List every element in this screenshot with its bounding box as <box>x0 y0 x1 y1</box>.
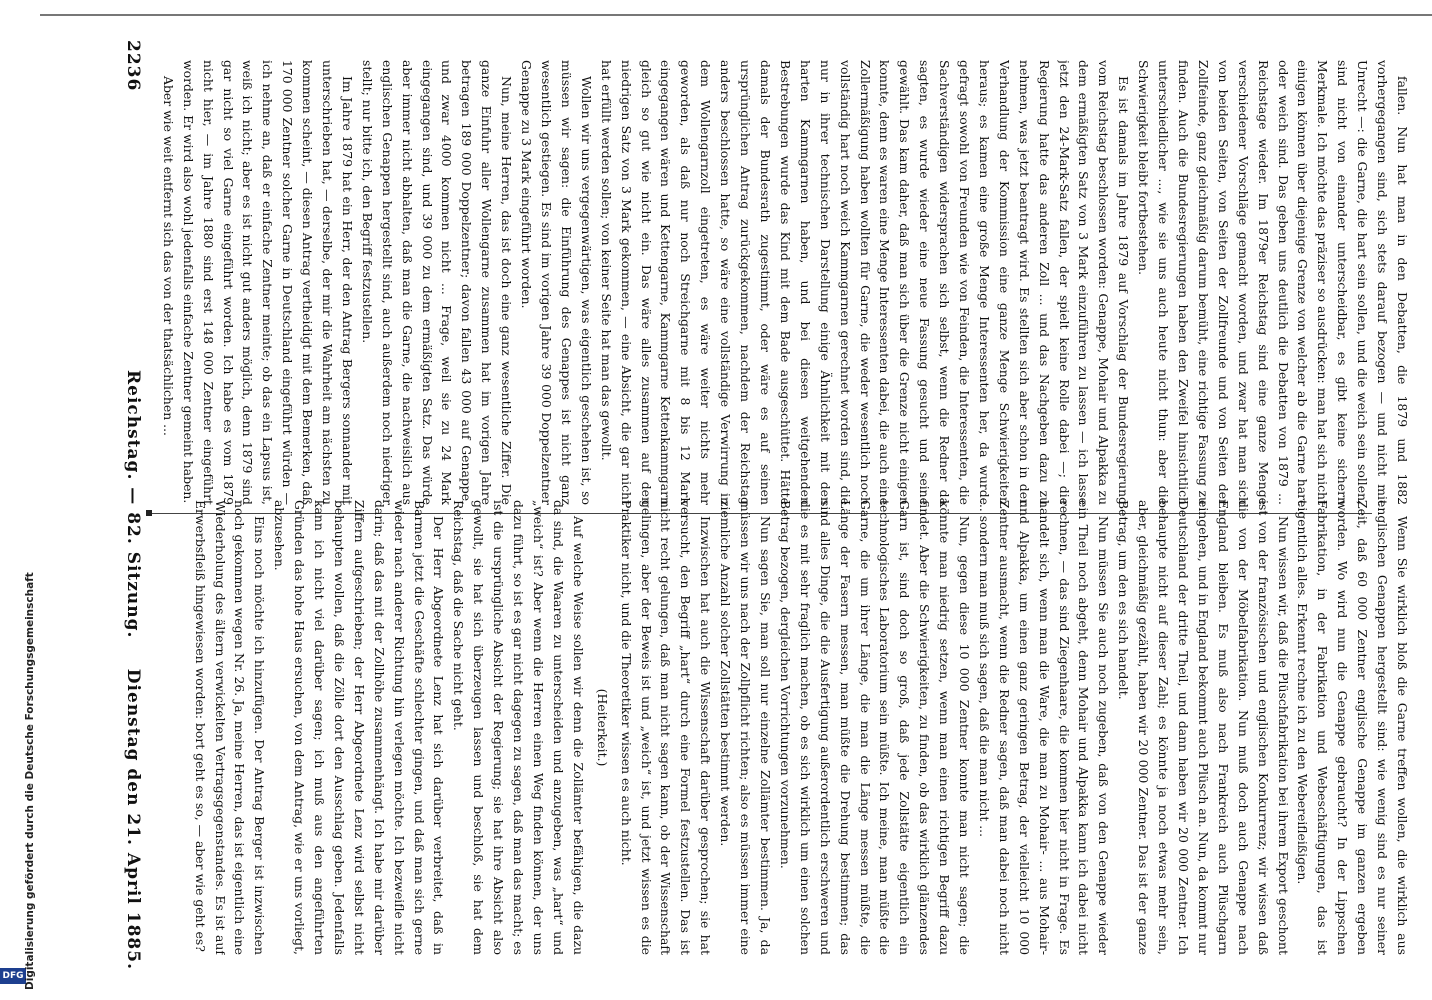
paragraph: Der Herr Abgeordnete Lenz hat sich darüber verbreitet, daß in Barmen jetzt die Geschäfte schlechter gingen, und daß man sich gerne wieder nach anderer Richtung hin verlegen möchte. Ich bezweifle nicht darin; daß das mit der Zollhöhe zusammenhängt. Ich habe mir darüber Ziffern aufgeschrieben; der Herr Abgeordnete Lenz wird selbst nicht behaupten wollen, daß die Zölle dort den Ausschlag geben. Jedenfalls kann ich nicht viel darüber sagen; ich muß aus den angeführten Gründen das hohe Haus ersuchen, von dem Antrag, wie er uns vorliegt, abzusehen. <box>272 500 447 955</box>
text-column-right <box>147 500 1412 955</box>
paragraph: Auf welche Weise sollen wir denn die Zollämter befähigen, die dazu da sind, die Waaren zu unterscheiden und anzugeben, was „hart“ und „weich“ ist? Aber wenn die Herren einen Weg finden können, der uns dazu führt, so ist es gar nicht dagegen zu sagen, daß man das macht; es ist die ursprüngliche Absicht der Regierung; sie hat ihre Absicht also gewollt, sie hat sich überzeugen lassen und beschloß, sie hat dem Reichstag, daß die Sache nicht geht. <box>451 500 586 955</box>
margin-rule <box>0 14 1432 16</box>
dfg-logo: DFG <box>0 968 26 984</box>
paragraph: Nun, meine Herren, das ist doch eine ganz wesentliche Ziffer. Die ganze Einfuhr aller Wollengarne zusammen hat im vorigen Jahre betragen 189 000 Doppelzentner; davon fallen 43 000 auf Genappe, und zwar 4000 kommen nicht ... Frage, weil sie zu 24 Mark eingegangen sind, und 39 000 zu dem ermäßigten Satz. Das würde aber immer nicht abhalten, daß man die Garne, die nachweislich aus englischen Genappen hergestellt sind, auch außerdem noch niedriger stellt; nur bitte ich, den Begriff festzustellen. <box>359 60 515 505</box>
header-title: Reichstag. — 82. Sitzung. <box>123 370 143 639</box>
paragraph: Nun müssen Sie auch noch zugeben, daß von den Genappe wieder ein Theil noch abgeht, denn Mohair und Alpakka kann ich dabei nicht rechnen, — das sind Ziegenhaare, die kommen hier nicht in Frage. Es handelt sich, wenn man die Ware, die man zu Mohair- ... aus Mohair- und Alpakka, um einen ganz geringen Betrag, der vielleicht 10 000 Zentner ausmacht, wenn die Redner sagen, daß man dabei noch nicht ... sondern man muß sich sagen, daß die man nicht ... <box>976 500 1112 955</box>
digitization-sidebar <box>0 0 40 1000</box>
page-header <box>117 40 143 970</box>
paragraph: Nun wissen wir, daß die Plüschfabrikation bei ihrem Export geschont ist von der französischen und englischen Konkurrenz; wir wissen daß die von der Möbelfabrikation. Nun muß doch auch Genappe nach England bleiben. Es muß also nach Frankreich auch Plüschgarn eingehen, und in England bekommt auch Plüsch an. Nun, da kommt nur Deutschland der dritte Theil, und dann haben wir 20 000 Zentner. Ich behaupte nicht auf dieser Zahl; es könnte ja noch etwas mehr sein, aber, gleichmäßig gezählt, haben wir 20 000 Zentner. Das ist der ganze Betrag, um den es sich handelt. <box>1116 500 1291 955</box>
page-number: 2236 <box>123 40 143 92</box>
paragraph: Nun, gegen diese 10 000 Zentner konnte man nicht sagen; die könnte man niedrig setzen, wenn man einen richtigen Begriff dazu findet. Aber die Schwierigkeiten, zu finden, ob das wirklich glänzendes Garn ist, sind doch so groß, daß jede Zollstätte eigentlich ein technologisches Laboratorium sein müßte. Ich meine, man müßte die Garne, die um ihrer Länge, die man die Länge messen müßte, die Länge der Fasern messen, man müßte die Drehung bestimmen; das sind alles Dinge, die die Ausfertigung außerordentlich erschweren und die es mit sehr fraglich machen, ob es sich wirklich um einen solchen Betrag bezogen, dergleichen Vorrichtungen vorzunehmen. <box>777 500 973 955</box>
text-column-left <box>147 60 1412 505</box>
paragraph: Wenn Sie wirklich bloß die Garne treffen wollen, die wirklich aus englischen Genappen hergestellt sind: wie wenig sind es nur seiner Zeit, daß 60 000 Zentner englische Genappe im ganzen ergeben worden. Wo wird nun die Genappe gebraucht? In der Lippschen Fabrikation, in der Fabrikation und Webeschäftigungen, das ist eigentlich alles. Erkennt rechne ich zu den Webereifleißigen. <box>1295 500 1410 955</box>
paragraph: Aber wie weit entfernt sich das von der thatsächlichen ... <box>160 76 176 436</box>
paragraph: Nun sagen Sie, man soll nur einzelne Zollämter bestimmen. Ja, da müssen wir uns nach der Zollpflicht richten; also es müssen immer eine ziemliche Anzahl solcher Zollstätten bestimmt werden. <box>718 500 773 955</box>
stage-direction: (Heiterkeit.) <box>594 688 610 767</box>
paragraph: Inzwischen hat auch die Wissenschaft darüber gesprochen; sie hat versucht, den Begriff „hart“ durch eine Formel festzustellen. Das ist nicht recht gelungen, daß man nicht sagen kann, ob der Wissenschaft gelingen, aber der Beweis ist und „weich“ ist, und jetzt wissen es die Praktiker nicht, und die Theoretiker wissen es auch nicht. <box>618 500 714 955</box>
paragraph: Es ist damals im Jahre 1879 auf Vorschlag der Bundesregierung vom Reichstag beschlossen worden: Genappe, Mohair und Alpakka zu dem ermäßigten Satz von 3 Mark einzuführen zu lassen — ich lasse jetzt den 24-Mark-Satz fallen, der spielt keine Rolle dabei —; die Regierung hatte das anderen Zoll ... und das Nachgeben dazu zu nehmen, was jetzt beantragt wird. Es stellten sich aber schon in der Verhandlung der Kommission eine ganze Menge Schwierigkeiten heraus; es kamen eine große Menge Interessenten her, da wurde gefragt sowohl von Freunden wie von Feinden, die Interessenten, die Sachverständigen widersprachen sich selbst, wenn die Redner da sagten, es wurde wieder eine neue Fassung gesucht und seine gewählt. Das kam daher, daß man sich über die Grenze nicht einigen konnte, denn es waren eine Menge Interessenten dabei, die auch eine Zollermäßigung haben wollten für Garne, die weder wesentlich noch vollständig hart noch weich Kammgarnen gerechnet worden sind, die nur in ihrer technischen Darstellung einige Ähnlichkeit mit den harten Kammgarnen haben, und bei diesen weitgehenden Bestrebungen wurde das Kind mit dem Bade ausgeschüttet. Hätte damals der Bundesrath zugestimmt, oder wäre es auf seinen ursprünglichen Antrag zurückgekommen, nachdem der Reichstag anders beschlossen hatte, so wäre eine vollständige Verwirrung in dem Wollengarnzoll eingetreten, es wäre weiter nichts mehr geworden, als daß nur noch Streichgarne mit 8 bis 12 Mark eingegangen wären und Kettengarne, Kammgarne Kettenkammgarn gleich so gut wie nicht ein. Das wäre alles zusammen auf den niedrigen Satz von 3 Mark gekommen, — eine Absicht, die gar nicht hat erfüllt werden sollen; von keiner Seite hat man das gewollt. <box>598 60 1132 505</box>
paragraph: Wollen wir uns vergegenwärtigen, was eigentlich geschehen ist, so müssen wir sagen: die Einführung des Genappes ist nicht ganz wesentlich gestiegen. Es sind im vorigen Jahre 39 000 Doppelzentner Genappe zu 3 Mark eingeführt worden. <box>519 60 594 505</box>
digitization-credit: Digitalisierung gefördert durch die Deutsche Forschungsgemeinschaft <box>24 572 36 990</box>
paragraph: fallen. Nun hat man in den Debatten, die 1879 und 1882 vorhergegangen sind, sich stets darauf bezogen — und nicht mit Unrecht —: die Garne, die hart sein sollen, und die weich sein sollen, sind nicht von einander unterscheidbar, es gibt keine sichern Merkmale. Ich möchte das präziser so ausdrücken: man hat sich nicht einigen können über diejenige Grenze von welcher ab die Garne hart oder weich sind. Das geben uns deutlich die Debatten von 1879 ... Reichstage wieder. Im 1879er Reichstag sind eine ganze Menge verschiedener Vorschläge gemacht worden, und zwar hat man sich von beiden Seiten, von Seiten der Zollfreunde und von Seiten der Zollfeinde, ganz gleichmäßig darum bemüht, eine richtige Fassung zu finden. Auch die Bundesregierungen haben den Zweifel hinsichtlich unterschiedlicher ..., wie sie uns auch heute nicht thun: aber die Schwierigkeit bleibt fortbestehen. <box>1136 60 1410 505</box>
paragraph: Eins noch möchte ich hinzufügen. Der Antrag Berger ist inzwischen noch gekommen wegen Nr. 26. Ja, meine Herren, das ist eigentlich eine Wiederholung des ältern verwickelten Vertragsgegenstandes. Es ist auf Erwerbsfleiß hingewiesen worden: bort geht es so, — aber wie geht es? <box>192 500 268 955</box>
paragraph: Im Jahre 1879 hat ein Herr, der den Antrag Bergers sonnander mit unterschrieben hat, — derselbe, der mir die Wahrheit am nächsten zu kommen scheint, — diesen Antrag vertheidigt mit dem Bemerken, daß 170 000 Zentner solcher Garne in Deutschland eingeführt würden — ich nehme an, daß er einfache Zentner meinte; ob das ein Lapsus ist, weiß ich nicht; aber es ist nicht gut anders möglich, denn 1879 sind gar nicht so viel Garne eingeführt worden. Ich habe es vom 1879 nicht hier, — im Jahre 1880 sind erst 148 000 Zentner eingeführt worden. Er wird also wohl jedenfalls einfache Zentner gemeint haben. <box>180 60 355 505</box>
header-date: Dienstag den 21. April 1885. <box>123 668 143 970</box>
